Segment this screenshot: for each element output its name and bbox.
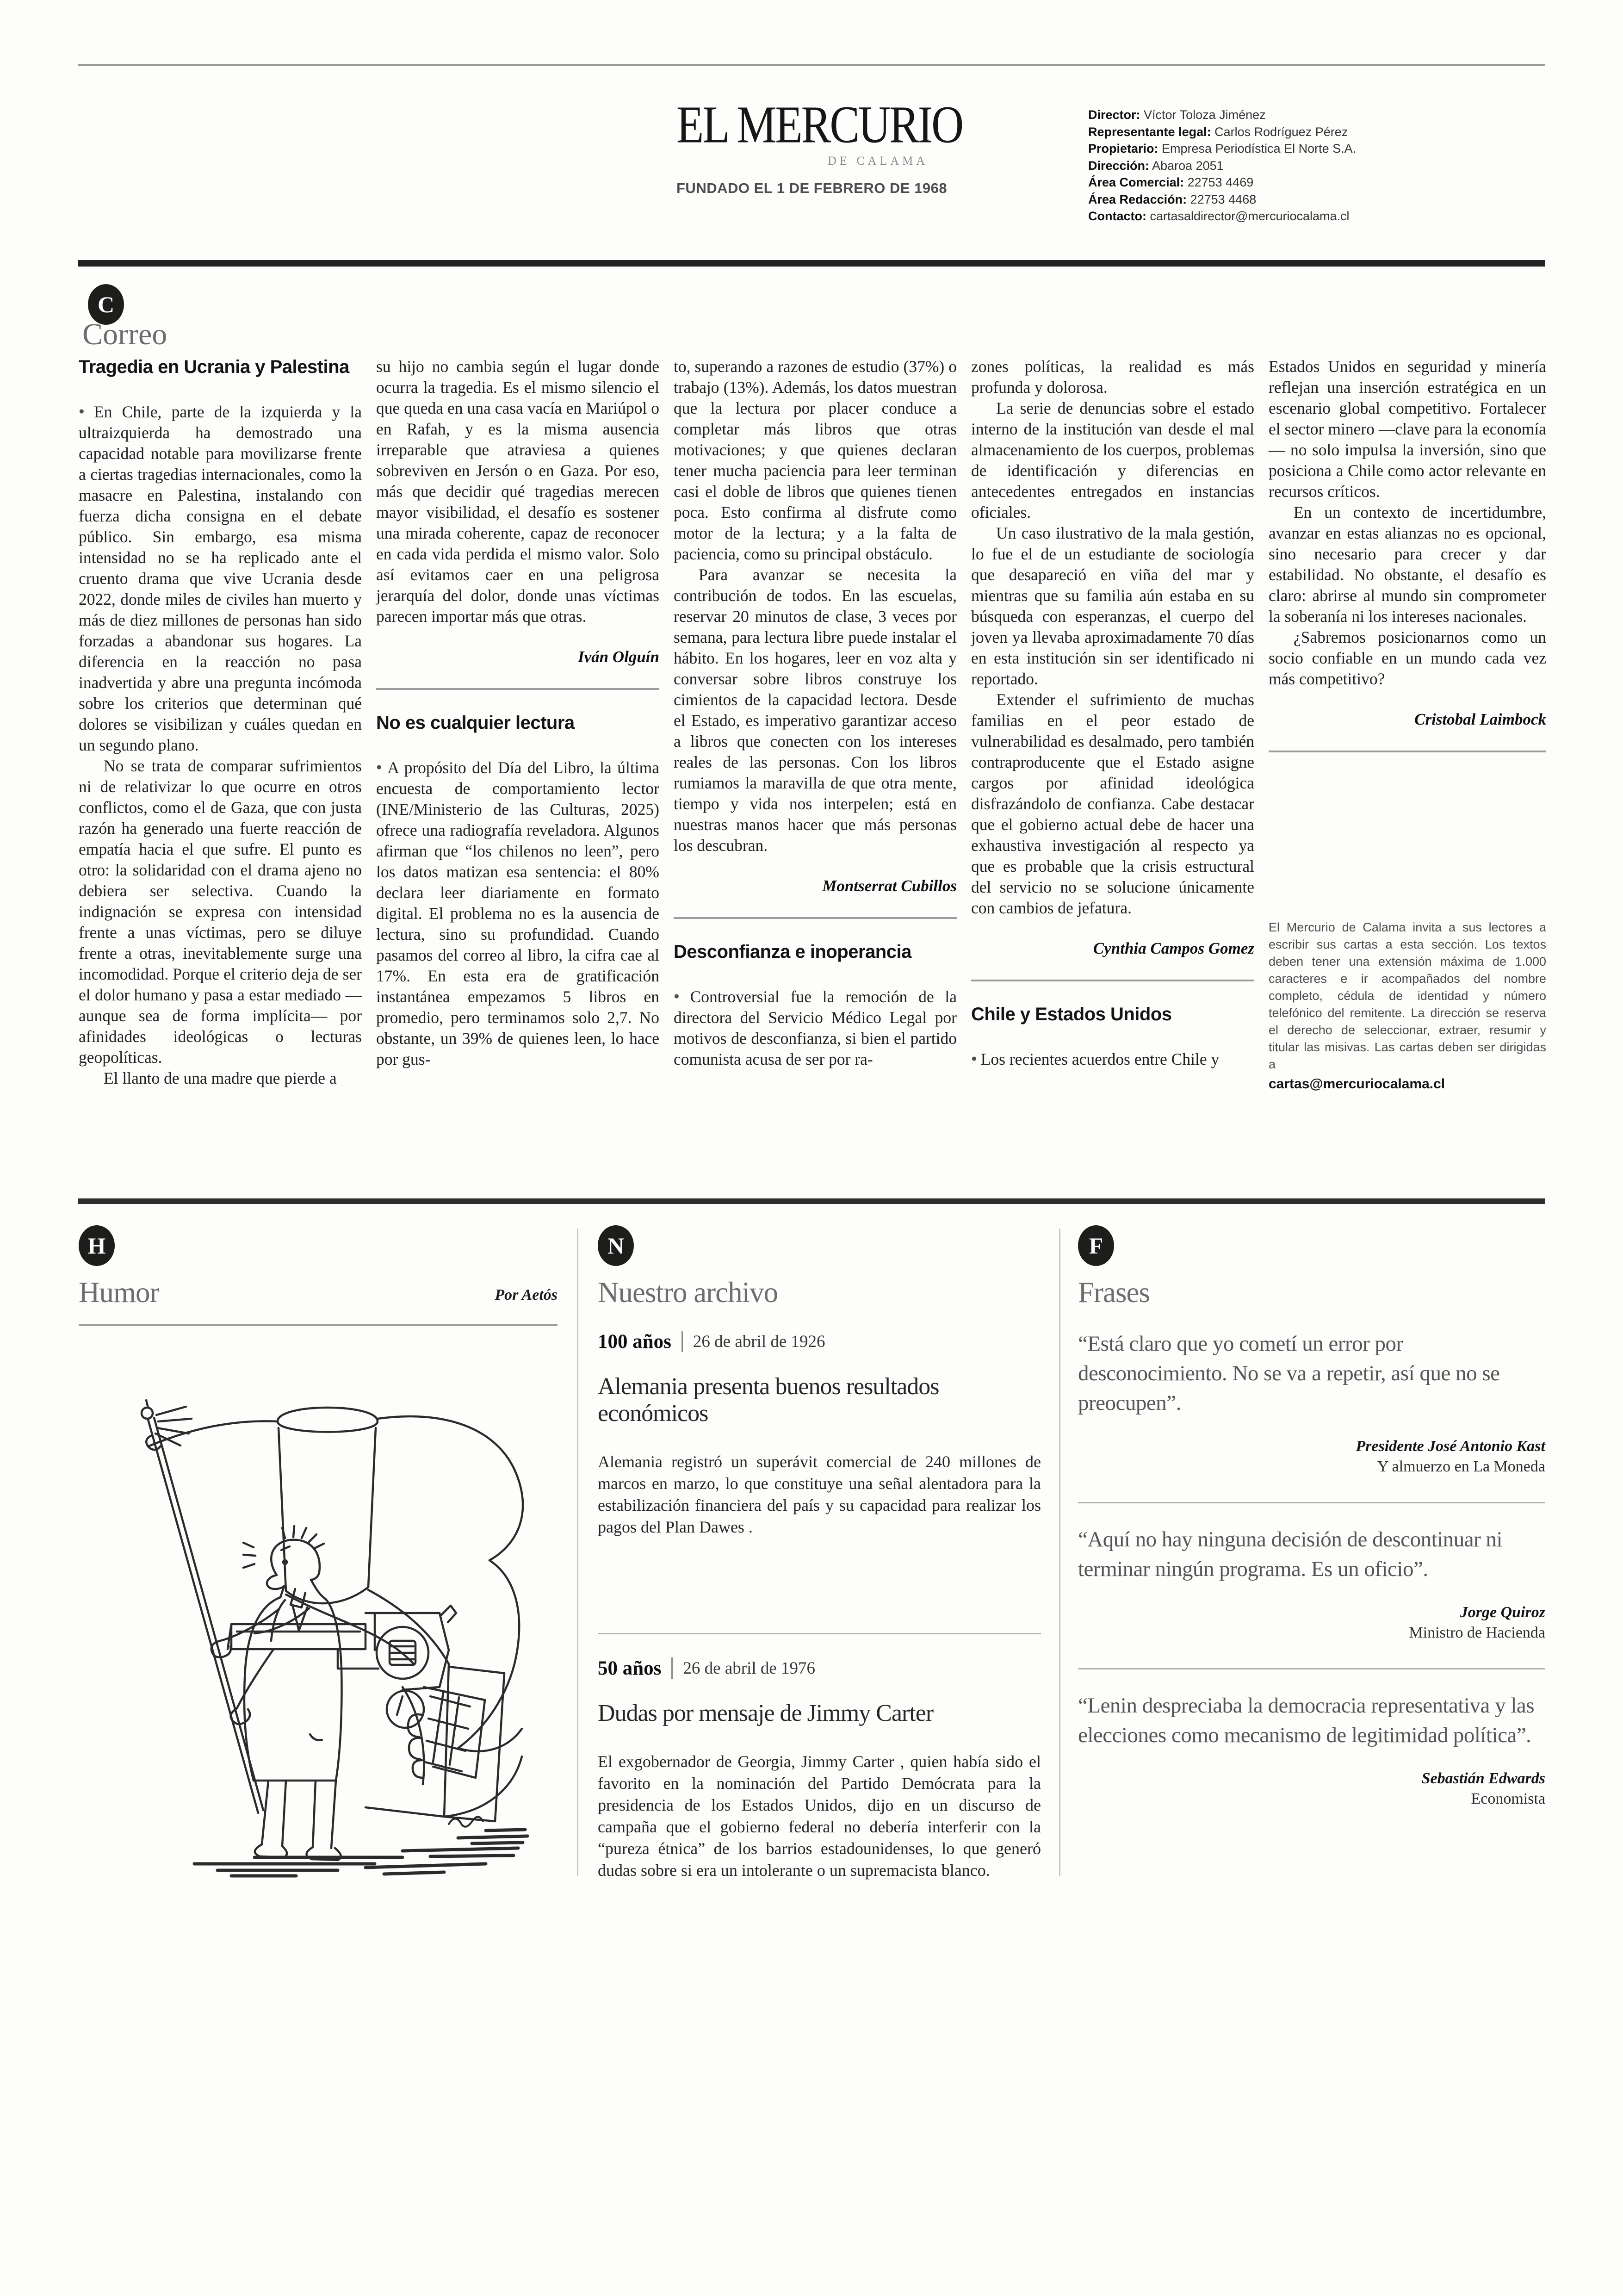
letters-column [79, 356, 362, 1089]
quotes-list [1078, 1329, 1545, 1809]
info-label: Contacto: [1088, 209, 1146, 223]
letter-paragraph-continued: Estados Unidos en seguridad y minería reflejan una inserción estratégica en un escenario global competitivo. Fortalecer el sector minero —clave para la economía— no solo impulsa la inversión, sino que posiciona a Chile como actor relevante en recursos críticos. [1269, 357, 1546, 501]
archive-section-title: Nuestro archivo [598, 1276, 778, 1309]
info-label: Director: [1088, 108, 1140, 122]
publication-info-line: Representante legal: Carlos Rodríguez Pérez [1088, 124, 1348, 139]
correo-section-title: Correo [82, 317, 167, 351]
publication-info-line: Contacto: cartasaldirector@mercuriocalama.cl [1088, 209, 1350, 223]
letter-paragraph: ¿Sabremos posicionarnos como un socio confiable en un mundo cada vez más competitivo? [1269, 628, 1546, 688]
masthead [676, 95, 963, 196]
correo-section-badge: C [88, 284, 124, 325]
newspaper-logo-subtitle: DE CALAMA [828, 154, 928, 168]
letter-paragraph: No se trata de comparar sufrimientos ni de relativizar lo que ocurre en otros conflictos, como el de Gaza, que con justa razón ha generado una fuerte reacción de empatía hacia el que sufre. El punto es otro: la solidaridad con el drama ajeno no debiera ser selectiva. Cuando la indignación se expresa con intensidad frente a unas víctimas, pero se diluye frente a otras, inevitablemente surge una incomodidad. Porque el criterio deja de ser el dolor humano y pasa a estar mediado —aunque sea de forma implícita— por afinidades ideológicas o lecturas geopolíticas. [79, 757, 362, 1067]
letter-paragraph-continued: zones políticas, la realidad es más profunda y dolorosa. [971, 357, 1254, 397]
flag-banner [148, 1408, 523, 1817]
quote-author: Jorge Quiroz [1460, 1604, 1545, 1621]
humor-section [79, 1225, 558, 1888]
publication-info-line: Director: Víctor Toloza Jiménez [1088, 108, 1266, 122]
newspaper-logo: EL MERCURIO [676, 95, 963, 154]
quote-attribution [1078, 1436, 1545, 1477]
quote-divider-rule [1078, 1668, 1545, 1669]
editorial-cartoon [79, 1391, 546, 1886]
letters-column [971, 356, 1254, 1070]
letter-paragraph: ● Los recientes acuerdos entre Chile y [971, 1050, 1220, 1068]
quote-text: “Aquí no hay ninguna decisión de descontinuar ni terminar ningún programa. Es un oficio”. [1078, 1527, 1503, 1581]
letter-paragraph: La serie de denuncias sobre el estado interno de la institución van desde el mal almacenamiento de los cuerpos, problemas de identificación y diferencias en antecedentes entregados en instancias oficiales. [971, 399, 1254, 521]
archive-entry-years: 100 años [598, 1330, 671, 1353]
quotes-section-badge: F [1078, 1225, 1114, 1266]
letters-column [376, 356, 659, 1070]
letter-paragraph: Para avanzar se necesita la contribución de todos. En las escuelas, reservar 20 minutos de clase, 3 veces por semana, para lectura libre puede instalar el hábito. En los hogares, leer en voz alta y conversar sobre libros construye los cimientos de la capacidad lectora. Desde el Estado, es imperativo garantizar acceso a libros que conecten con los intereses reales de las personas. Con los libros rumiamos la maravilla de que otra mente, tiempo y vida nos interpelen; está en nuestras manos hacer que más personas los descubran. [674, 565, 957, 855]
bullet-icon: ● [674, 990, 687, 1001]
info-label: Área Comercial: [1088, 175, 1184, 189]
archive-section [598, 1225, 1041, 1881]
ground-shadow [194, 1830, 527, 1876]
archive-section-badge: N [598, 1225, 634, 1266]
letter-heading: Tragedia en Ucrania y Palestina [79, 357, 349, 377]
letter-paragraph: ● A propósito del Día del Libro, la última encuesta de comportamiento lector (INE/Ministerio de las Culturas, 2025) ofrece una radiografía reveladora. Algunos afirman que “los chilenos no leen”, pero los datos matizan esa sentencia: el 80% declara leer diariamente en formato digital. El problema no es la ausencia de lectura, sino su profundidad. Cuando pasamos del correo al libro, la cifra cae al 17%. En esta era de gratificación instantánea empezamos 5 libros en promedio, pero terminamos solo 2,7. No obstante, un 39% de quienes leen, lo hace por gus- [376, 758, 659, 1068]
archive-entry-date: 26 de abril de 1976 [683, 1658, 816, 1678]
archive-entry-date: 26 de abril de 1926 [693, 1332, 825, 1351]
letter-paragraph-continued: to, superando a razones de estudio (37%) o trabajo (13%). Además, los datos muestran que la lectura por placer conduce a completar más libros que otras motivaciones; y que quienes declaran tener mucha paciencia para leer terminan casi el doble de libros que quienes tienen poca. Esto confirma al disfrute como motor de la lectura; y a la falta de paciencia, como su principal obstáculo. [674, 357, 957, 563]
letter-divider-rule [971, 980, 1254, 981]
letters-column [674, 356, 957, 1070]
info-label: Área Redacción: [1088, 192, 1187, 206]
publication-info-line: Área Redacción: 22753 4468 [1088, 192, 1257, 206]
publication-info-line: Área Comercial: 22753 4469 [1088, 175, 1254, 189]
letter-paragraph: Un caso ilustrativo de la mala gestión, lo fue el de un estudiante de sociología que desapareció en viña del mar y mientras que su familia aún estaba en su búsqueda con esperanzas, el cuerpo del joven ya llevaba aproximadamente 70 días en esta institución sin ser identificado ni reportado. [971, 524, 1254, 688]
letter-heading: No es cualquier lectura [376, 713, 575, 733]
bullet-icon: ● [376, 761, 384, 772]
archive-divider-rule [598, 1633, 1041, 1634]
bullet-icon: ● [971, 1053, 977, 1064]
letter-paragraph-continued: su hijo no cambia según el lugar donde ocurra la tragedia. Es el mismo silencio el que queda en una casa vacía en Mariúpol o en Rafah, y es la misma ausencia irreparable que atraviesa a quienes sobreviven en Jersón o en Gaza. Por eso, más que decidir qué tragedias merecen mayor visibilidad, el desafío es sostener una mirada coherente, capaz de reconocer en cada vida perdida el mismo valor. Solo así evitamos caer en una peligrosa jerarquía del dolor, donde unas víctimas parecen importar más que otras. [376, 357, 659, 626]
revolver [228, 1606, 504, 1821]
archive-entry-header [598, 1331, 1041, 1352]
info-label: Propietario: [1088, 142, 1158, 155]
letter-paragraph: ● En Chile, parte de la izquierda y la ultraizquierda ha demostrado una capacidad notable para movilizarse frente a ciertas tragedias internacionales, como la masacre en Palestina, instalando con fuerza dicha consigna en el debate público. Sin embargo, esa misma intensidad no se ha replicado ante el cruento drama que vive Ucrania desde 2022, donde miles de civiles han muerto y más de diez millones de personas han sido forzadas a abandonar sus hogares. La diferencia en la reacción no pasa inadvertida y abre una pregunta incómoda sobre los criterios que determinan qué dolores se visibilizan y cuáles quedan en un segundo plano. [79, 403, 362, 754]
archive-entry-body: Alemania registró un superávit comercial de 240 millones de marcos en marzo, lo que constituye una señal alentadora para la estabilización financiera del país y su capacidad para realizar los pagos del Plan Dawes . [598, 1452, 1041, 1536]
vertical-divider [1059, 1229, 1060, 1876]
archive-entries [598, 1331, 1041, 1881]
archive-entry-years: 50 años [598, 1657, 662, 1679]
cartoonist-byline: Por Aetós [495, 1286, 558, 1303]
quote-text: “Está claro que yo cometí un error por desconocimiento. No se va a repetir, así que no se preocupen”. [1078, 1332, 1500, 1415]
letter-paragraph: ● Controversial fue la remoción de la directora del Servicio Médico Legal por motivos de desconfianza, si bien el partido comunista acusa de ser por ra- [674, 987, 957, 1068]
letters-email: cartas@mercuriocalama.cl [1269, 1076, 1445, 1092]
archive-entry-separator [671, 1657, 673, 1679]
letter-heading: Desconfianza e inoperancia [674, 942, 911, 962]
archive-entry-header [598, 1657, 1041, 1679]
founded-line: FUNDADO EL 1 DE FEBRERO DE 1968 [676, 180, 948, 196]
archive-entry-separator [681, 1331, 683, 1352]
humor-section-title: Humor [79, 1276, 159, 1309]
quote-text: “Lenin despreciaba la democracia representativa y las elecciones como mecanismo de legitimidad política”. [1078, 1694, 1535, 1747]
top-rule [78, 64, 1545, 66]
section-divider-rule [78, 1198, 1545, 1204]
quote-attribution [1078, 1602, 1545, 1643]
humor-section-badge: H [79, 1225, 115, 1266]
quotes-section-title: Frases [1078, 1276, 1150, 1309]
flagpole [142, 1400, 263, 1813]
letter-paragraph: El llanto de una madre que pierde a [104, 1069, 337, 1087]
bullet-icon: ● [79, 405, 90, 416]
letters-policy-note: El Mercurio de Calama invita a sus lectores a escribir sus cartas a esta sección. Los textos deben tener una extensión máxima de 1.000 caracteres e ir acompañados del nombre completo, cédula de identidad y número telefónico del remitente. La dirección se reserva el derecho de seleccionar, extraer, resumir y titular las misivas. Las cartas deben ser dirigidas a cartas@mercuriocalama.cl [1269, 919, 1546, 1093]
publication-info-line: Propietario: Empresa Periodística El Norte S.A. [1088, 142, 1357, 155]
archive-entry-headline: Alemania presenta buenos resultados económicos [598, 1373, 939, 1427]
letter-signature: Cynthia Campos Gomez [1093, 939, 1254, 957]
letter-signature: Montserrat Cubillos [822, 877, 957, 895]
quote-author-role: Y almuerzo en La Moneda [1377, 1458, 1545, 1475]
letter-heading: Chile y Estados Unidos [971, 1004, 1172, 1024]
quotes-section [1078, 1225, 1545, 1809]
header-divider-rule [78, 260, 1545, 267]
letters-column [1269, 356, 1546, 1093]
quote-author: Sebastián Edwards [1421, 1770, 1545, 1787]
quote-author-role: Economista [1471, 1790, 1545, 1807]
info-label: Dirección: [1088, 158, 1150, 173]
quote-attribution [1078, 1769, 1545, 1809]
archive-entry-headline: Dudas por mensaje de Jimmy Carter [598, 1700, 934, 1726]
letter-paragraph: En un contexto de incertidumbre, avanzar en estas alianzas no es opcional, sino necesario para crecer y dar estabilidad. No obstante, el desafío es claro: abrirse al mundo sin comprometer la soberanía ni los intereses nacionales. [1269, 503, 1546, 626]
archive-entry-body: El exgobernador de Georgia, Jimmy Carter , quien había sido el favorito en la nominación del Partido Demócrata para la presidencia de los Estados Unidos, dijo en un discurso de campaña que el gobierno federal no debería interferir con la “pureza étnica” de los barrios estadounidenses, lo que generó dudas sobre si era un intolerante o un supremacista blanco. [598, 1752, 1041, 1880]
letter-divider-rule [376, 688, 659, 690]
quote-author-role: Ministro de Hacienda [1409, 1624, 1545, 1641]
vertical-divider [577, 1229, 578, 1876]
letter-divider-rule [1269, 751, 1546, 752]
letter-paragraph: Extender el sufrimiento de muchas familias en el peor estado de vulnerabilidad es desalmado, pero también contraproducente que el Estado asigne cargos por afinidad ideológica disfrazándolo de confianza. Cabe destacar que el gobierno actual debe de hacer una exhaustiva investigación al respecto ya que es probable que la crisis estructural del servicio no se solucione únicamente con cambios de jefatura. [971, 690, 1254, 917]
info-label: Representante legal: [1088, 124, 1211, 139]
quote-divider-rule [1078, 1502, 1545, 1503]
letter-signature: Cristobal Laimbock [1414, 710, 1546, 728]
publication-info-line: Dirección: Abaroa 2051 [1088, 158, 1224, 173]
letter-signature: Iván Olguín [577, 648, 659, 666]
publication-info [1088, 106, 1551, 225]
quote-author: Presidente José Antonio Kast [1356, 1438, 1545, 1455]
letter-divider-rule [674, 917, 957, 919]
humor-rule [79, 1324, 558, 1326]
